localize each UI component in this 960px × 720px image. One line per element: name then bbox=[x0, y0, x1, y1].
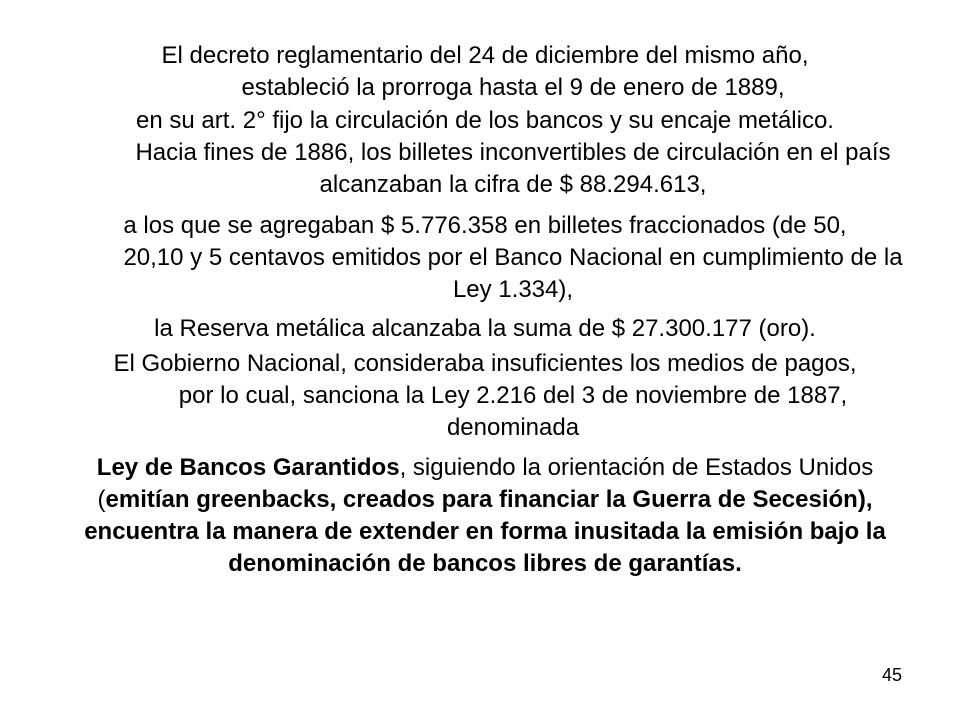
paragraph-billetes-fraccionados bbox=[60, 210, 910, 306]
paragraph-line: a los que se agregaban $ 5.776.358 en billetes fraccionados (de 50, bbox=[123, 212, 847, 239]
paragraph-decreto bbox=[60, 40, 910, 104]
paragraph-ley-bancos-garantidos bbox=[60, 452, 910, 580]
paragraph-line: la Reserva metálica alcanzaba la suma de $ 27.300.177 (oro). bbox=[154, 315, 816, 342]
paragraph-gobierno-nacional bbox=[60, 348, 910, 444]
paragraph-reserva-metalica bbox=[60, 313, 910, 345]
paragraph-line: en su art. 2° fijo la circulación de los bancos y su encaje metálico. bbox=[136, 107, 834, 134]
page-number: 45 bbox=[881, 665, 902, 685]
law-name-bold: Ley de Bancos Garantidos bbox=[96, 454, 400, 481]
paragraph-bold-text: emitían greenbacks, creados para financiar la Guerra de Secesión), encuentra la manera de extender en forma inusitada la emisión bajo la denominación de bancos libres de garantías. bbox=[84, 486, 886, 577]
paragraph-continuation: 20,10 y 5 centavos emitidos por el Banco Nacional en cumplimiento de la Ley 1.334), bbox=[123, 244, 903, 303]
paragraph-line: El decreto reglamentario del 24 de diciembre del mismo año, bbox=[161, 42, 809, 69]
paragraph-art-2 bbox=[60, 105, 910, 201]
paragraph-line: El Gobierno Nacional, consideraba insuficientes los medios de pagos, bbox=[113, 350, 857, 377]
paragraph-continuation: por lo cual, sanciona la Ley 2.216 del 3 de noviembre de 1887, denominada bbox=[178, 382, 848, 441]
paragraph-continuation: Hacia fines de 1886, los billetes inconvertibles de circulación en el país alcanzaban la cifra de $ 88.294.613, bbox=[135, 139, 891, 198]
paragraph-text: , siguiendo la orientación de Estados Unidos ( bbox=[97, 454, 874, 513]
paragraph-continuation: estableció la prorroga hasta el 9 de enero de 1889, bbox=[241, 74, 785, 101]
